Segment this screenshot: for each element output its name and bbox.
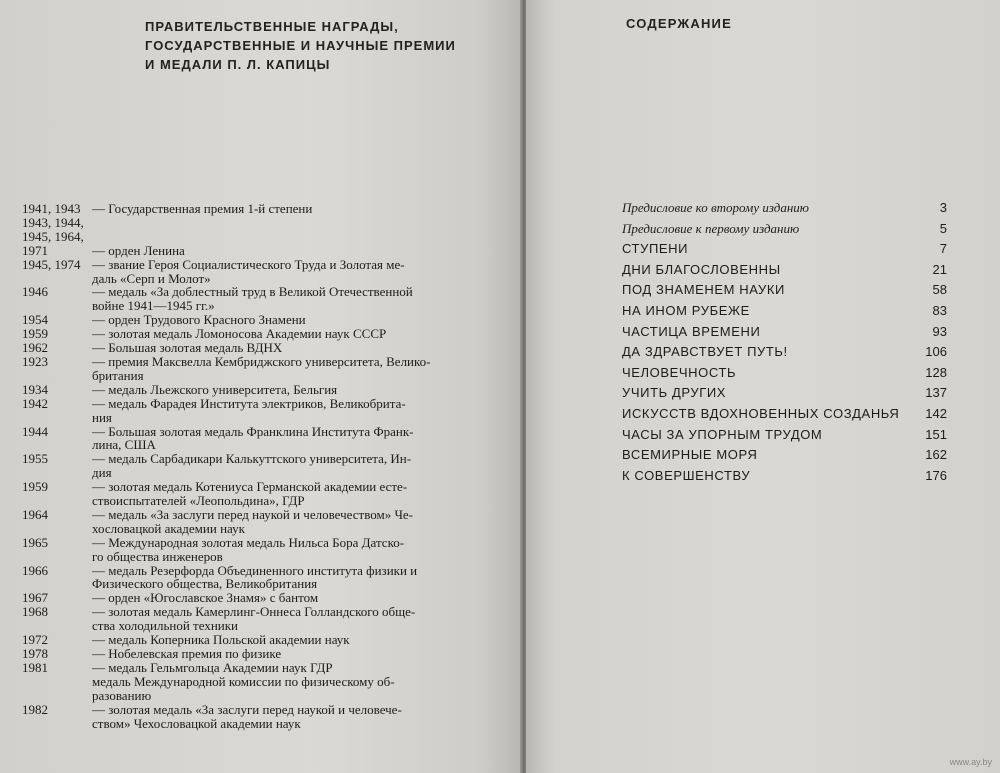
award-description-line: дaль «Серп и Молот» [92,270,211,286]
award-description-line: — медаль Льежского университета, Бельгия [92,381,338,397]
toc-page-number: 176 [925,467,947,483]
award-year: 1934 [22,381,48,397]
award-description-line: — Большая золотая медаль Франклина Института Франк- [92,423,414,439]
toc-entry-title: ЧАСТИЦА ВРЕМЕНИ [622,323,761,339]
award-entry [22,647,502,661]
awards-title-line: ГОСУДАРСТВЕННЫЕ И НАУЧНЫЕ ПРЕМИИ [145,38,456,53]
award-year: 1943, 1944, [22,214,84,230]
award-description-line: разованию [92,687,152,703]
toc-page-number: 162 [925,447,947,463]
award-description [92,397,472,425]
toc-page-number: 3 [939,200,947,215]
award-description [92,508,472,536]
toc-entry-title: ПОД ЗНАМЕНЕМ НАУКИ [622,282,785,298]
toc-entry [622,385,947,406]
award-year: 1946 [22,284,48,300]
award-description-line [92,216,472,230]
toc-page-number: 137 [925,385,947,401]
toc-entry [622,447,947,468]
toc-entry-title: ЧЕЛОВЕЧНОСТЬ [622,364,737,380]
award-year: 1945, 1964, [22,228,84,244]
award-entry [22,216,502,230]
award-description [92,313,472,327]
award-description-line: медаль Международной комиссии по физическому об- [92,673,395,689]
toc-page-number: 21 [932,261,947,277]
awards-title-line: ПРАВИТЕЛЬСТВЕННЫЕ НАГРАДЫ, [145,19,399,34]
award-entry [22,258,502,286]
toc-entry-title: Предисловие ко второму изданию [622,200,809,215]
toc-entry-title: УЧИТЬ ДРУГИХ [622,385,727,401]
award-description-line: — медаль Сарбадикари Калькуттского университета, Ин- [92,451,412,467]
toc-entry [622,344,947,365]
award-description [92,216,472,230]
award-description-line: британия [92,367,144,383]
awards-title-line: И МЕДАЛИ П. Л. КАПИЦЫ [145,57,331,72]
award-entry [22,425,502,453]
award-description [92,647,472,661]
award-entry [22,327,502,341]
award-description-line: дия [92,465,112,481]
award-entry [22,397,502,425]
award-description-line: войне 1941—1945 гг.» [92,298,215,314]
award-description-line: — золотая медаль Камерлинг-Оннеса Голландского обще- [92,604,416,620]
award-entry [22,230,502,244]
award-description-line: — Нобелевская премия по физике [92,646,282,661]
award-description-line: — золотая медаль Котениуса Германской академии есте- [92,479,408,495]
toc-entry [622,365,947,386]
award-description-line: — орден Ленина [92,242,185,258]
award-year: 1941, 1943 [22,201,81,216]
award-description-line: — золотая медаль «За заслуги перед наукой и человече- [92,701,402,717]
toc-page-number: 7 [939,241,947,257]
award-description [92,383,472,397]
toc-page-number: 58 [932,282,947,298]
award-year: 1964 [22,506,48,522]
toc-page-number: 142 [925,405,947,421]
watermark: www.ay.by [949,757,992,767]
award-entry [22,661,502,703]
award-entry [22,536,502,564]
award-description-line: Физического общества, Великобритания [92,576,318,592]
toc-entry [622,262,947,283]
award-entry [22,633,502,647]
award-description-line: хословацкой академии наук [92,520,245,536]
award-entry [22,564,502,592]
award-year: 1972 [22,632,48,648]
award-description [92,703,472,731]
toc-page-number: 5 [939,220,947,236]
award-description [92,244,472,258]
award-entry [22,508,502,536]
award-description [92,452,472,480]
toc-entry [622,324,947,345]
toc-entry-title: ЧАСЫ ЗА УПОРНЫМ ТРУДОМ [622,426,823,442]
toc-entry-title: К СОВЕРШЕНСТВУ [622,467,751,483]
award-description [92,661,472,703]
toc-entry-title: Предисловие к первому изданию [622,220,800,236]
award-description [92,355,472,383]
toc-page-number: 151 [925,426,947,442]
toc-page-number: 83 [932,302,947,318]
award-year: 1971 [22,242,48,258]
award-year: 1942 [22,395,48,411]
award-description-line: ства холодильной техники [92,618,239,634]
toc-entry [622,241,947,262]
award-year: 1968 [22,604,48,620]
award-entry [22,244,502,258]
award-description-line: — звание Героя Социалистического Труда и Золотая ме- [92,256,405,272]
award-year: 1944 [22,423,48,439]
award-entry [22,383,502,397]
award-description-line: — медаль Гельмгольца Академии наук ГДР [92,659,333,675]
toc-entry [622,468,947,489]
toc-entry [622,406,947,427]
award-year: 1982 [22,701,48,717]
award-year: 1981 [22,659,48,675]
award-description-line: — медаль Резерфорда Объединенного института физики и [92,562,418,578]
award-year: 1923 [22,353,48,369]
award-description [92,591,472,605]
award-description-line: — медаль Фарадея Института электриков, Великобрита- [92,395,406,411]
toc-entry [622,282,947,303]
award-year: 1954 [22,312,48,328]
toc-entry-title: ВСЕМИРНЫЕ МОРЯ [622,447,758,463]
award-entry [22,605,502,633]
award-description [92,633,472,647]
award-description [92,536,472,564]
award-description-line: го общества инженеров [92,548,223,564]
toc-entry-title: ИСКУССТВ ВДОХНОВЕННЫХ СОЗДАНЬЯ [622,405,900,421]
award-description [92,327,472,341]
award-entry [22,285,502,313]
award-entry [22,202,502,216]
toc-entry [622,221,947,242]
award-description-line: — медаль Коперника Польской академии наук [92,632,350,648]
award-year: 1955 [22,451,48,467]
toc-page-number: 106 [925,344,947,360]
awards-list [22,202,502,730]
toc-page-number: 93 [932,323,947,339]
award-description-line: ствоиспытателей «Леопольдина», ГДР [92,493,305,509]
award-year: 1978 [22,646,48,661]
award-year: 1967 [22,590,48,606]
award-description [92,285,472,313]
award-description [92,258,472,286]
award-entry [22,313,502,327]
toc-page-number: 128 [925,364,947,380]
award-description [92,564,472,592]
toc-entry [622,303,947,324]
award-year: 1965 [22,534,48,550]
award-entry [22,703,502,731]
toc-entry [622,200,947,221]
award-description-line: — Большая золотая медаль ВДНХ [92,340,283,356]
award-description [92,230,472,244]
toc-entry-title: ДНИ БЛАГОСЛОВЕННЫ [622,261,781,277]
award-description [92,202,472,216]
award-entry [22,355,502,383]
award-description-line: ством» Чехословацкой академии наук [92,715,301,731]
award-description-line: — медаль «За заслуги перед наукой и человечеством» Че- [92,506,414,522]
award-entry [22,341,502,355]
award-description [92,425,472,453]
award-description-line: — орден «Югославское Знамя» с бантом [92,590,319,606]
award-description [92,341,472,355]
award-year: 1959 [22,479,48,495]
award-description-line: — золотая медаль Ломоносова Академии наук СССР [92,326,387,342]
award-description-line: — Государственная премия 1-й степени [92,201,313,216]
award-description-line: ния [92,409,112,425]
award-description-line: лина, США [92,437,156,453]
award-year: 1966 [22,562,48,578]
toc-entry [622,427,947,448]
award-year: 1962 [22,340,48,356]
award-entry [22,452,502,480]
table-of-contents [622,200,947,488]
toc-entry-title: НА ИНОМ РУБЕЖЕ [622,302,750,318]
award-description-line: — медаль «За доблестный труд в Великой Отечественной [92,284,413,300]
awards-title [145,18,485,75]
award-description [92,605,472,633]
toc-entry-title: СТУПЕНИ [622,241,689,257]
award-description-line: — Международная золотая медаль Нильса Бора Датско- [92,534,405,550]
award-description [92,480,472,508]
award-year: 1959 [22,326,48,342]
award-description-line: — орден Трудового Красного Знамени [92,312,306,328]
award-entry [22,480,502,508]
award-entry [22,591,502,605]
award-year: 1945, 1974 [22,256,81,272]
award-description-line: — премия Максвелла Кембриджского университета, Велико- [92,353,431,369]
award-description-line [92,230,472,244]
toc-entry-title: ДА ЗДРАВСТВУЕТ ПУТЬ! [622,344,788,360]
contents-title: СОДЕРЖАНИЕ [626,16,732,31]
